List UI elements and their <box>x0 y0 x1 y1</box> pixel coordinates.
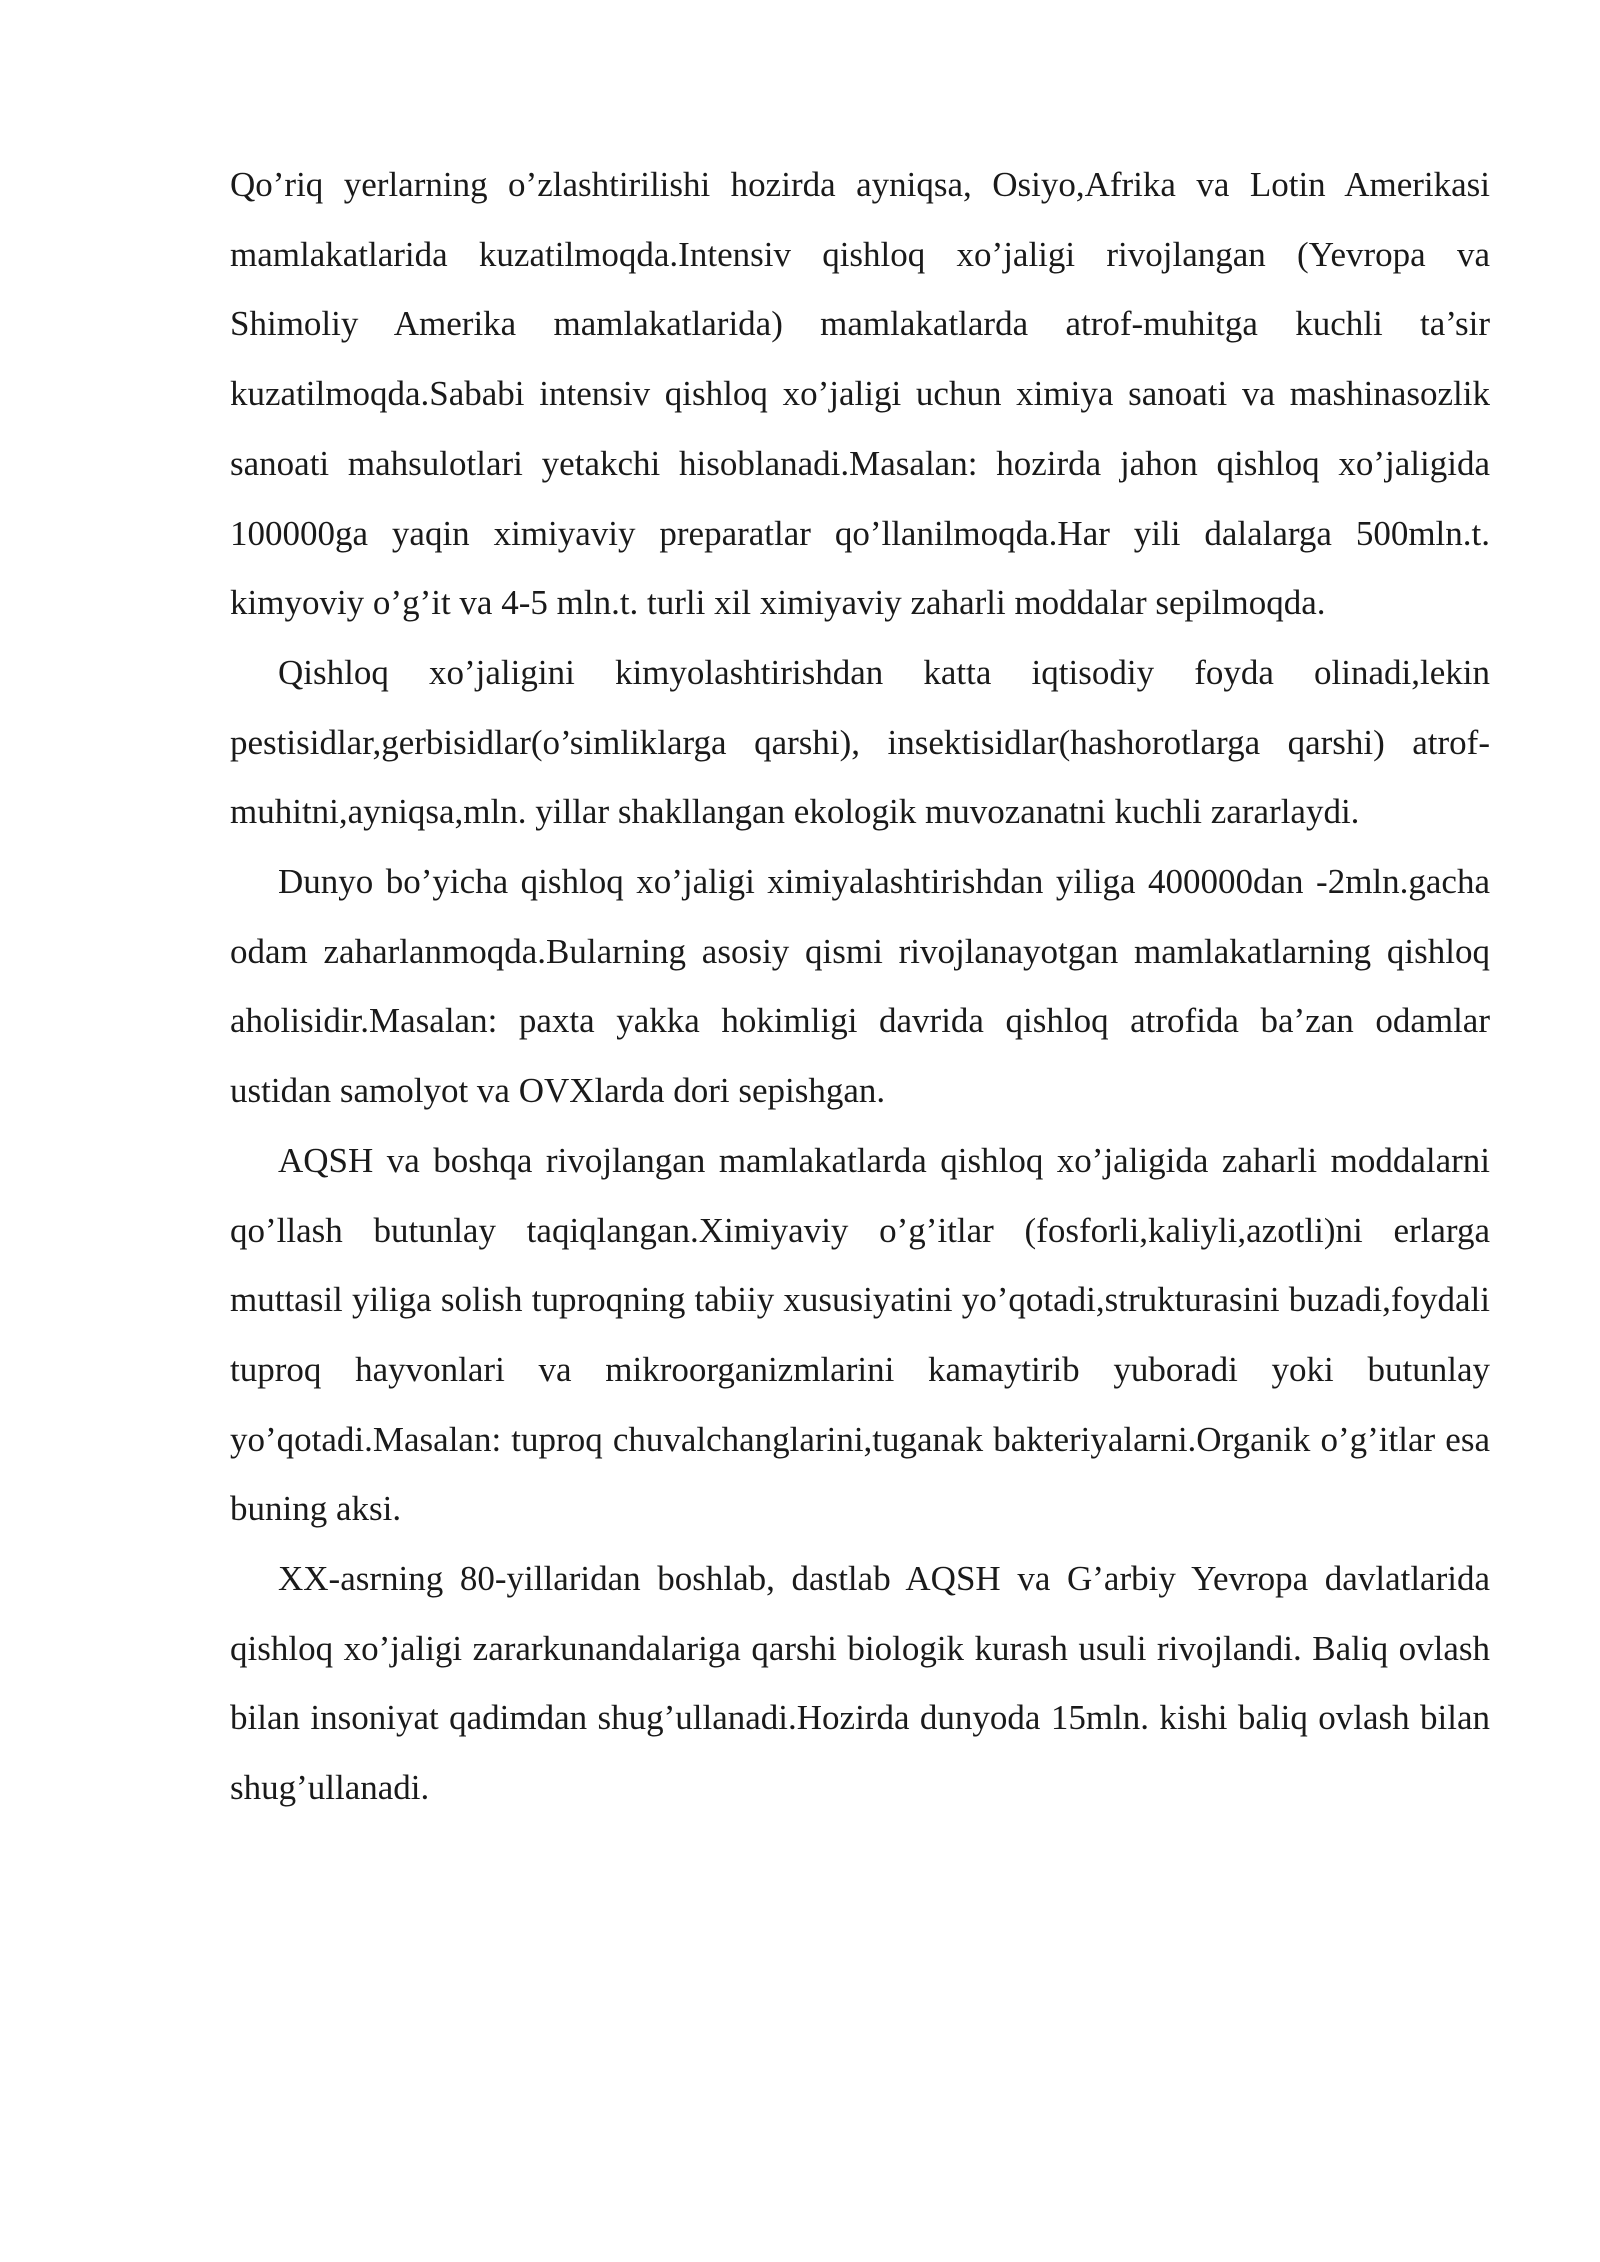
paragraph-1: Qo’riq yerlarning o’zlashtirilishi hozirda ayniqsa, Osiyo,Afrika va Lotin Amerikasi mamlakatlarida kuzatilmoqda.Intensiv qishloq xo’jaligi rivojlangan (Yevropa va Shimoliy Amerika mamlakatlarida) mamlakatlarda atrof-muhitga kuchli ta’sir kuzatilmoqda.Sababi intensiv qishloq xo’jaligi uchun ximiya sanoati va mashinasozlik sanoati mahsulotlari yetakchi hisoblanadi.Masalan: hozirda jahon qishloq xo’jaligida 100000ga yaqin ximiyaviy preparatlar qo’llanilmoqda.Har yili dalalarga 500mln.t. kimyoviy o’g’it va 4-5 mln.t. turli xil ximiyaviy zaharli moddalar sepilmoqda. <box>230 165 1490 623</box>
paragraph-2: Qishloq xo’jaligini kimyolashtirishdan katta iqtisodiy foyda olinadi,lekin pestisidlar,gerbisidlar(o’simliklarga qarshi), insektisidlar(hashorotlarga qarshi) atrof-muhitni,ayniqsa,mln. yillar shakllangan ekologik muvozanatni kuchli zararlaydi. <box>230 652 1490 832</box>
paragraph-3: Dunyo bo’yicha qishloq xo’jaligi ximiyalashtirishdan yiliga 400000dan -2mln.gacha odam zaharlanmoqda.Bularning asosiy qismi rivojlanayotgan mamlakatlarning qishloq aholisidir.Masalan: paxta yakka hokimligi davrida qishloq atrofida ba’zan odamlar ustidan samolyot va OVXlarda dori sepishgan. <box>230 862 1490 1111</box>
paragraph-5: XX-asrning 80-yillaridan boshlab, dastlab AQSH va G’arbiy Yevropa davlatlarida qishloq xo’jaligi zararkunandalariga qarshi biologik kurash usuli rivojlandi. Baliq ovlash bilan insoniyat qadimdan shug’ullanadi.Hozirda dunyoda 15mln. kishi baliq ovlash bilan shug’ullanadi. <box>230 1559 1490 1808</box>
paragraph-4: AQSH va boshqa rivojlangan mamlakatlarda qishloq xo’jaligida zaharli moddalarni qo’llash butunlay taqiqlangan.Ximiyaviy o’g’itlar (fosforli,kaliyli,azotli)ni erlarga muttasil yiliga solish tuproqning tabiiy xususiyatini yo’qotadi,strukturasini buzadi,foydali tuproq hayvonlari va mikroorganizmlarini kamaytirib yuboradi yoki butunlay yo’qotadi.Masalan: tuproq chuvalchanglarini,tuganak bakteriyalarni.Organik o’g’itlar esa buning aksi. <box>230 1140 1490 1529</box>
document-page <box>230 150 1490 1823</box>
